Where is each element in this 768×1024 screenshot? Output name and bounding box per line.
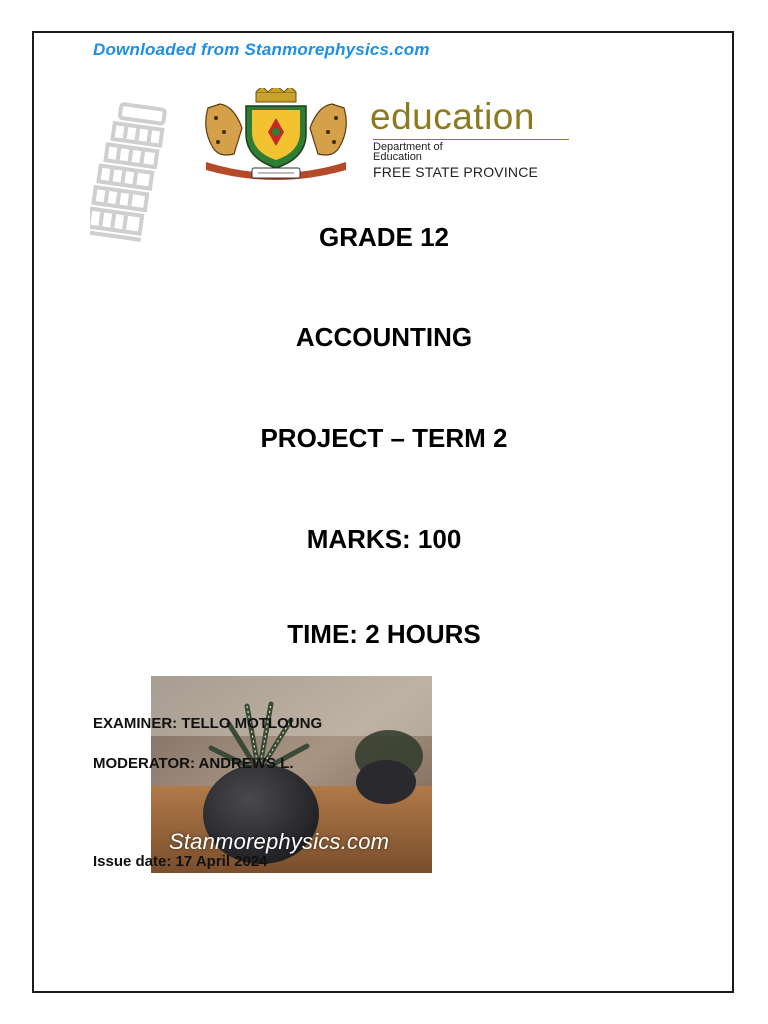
- education-logo-word: education: [370, 96, 535, 137]
- cover-photo: [151, 676, 432, 873]
- marks-heading: MARKS: 100: [306, 524, 462, 554]
- department-name: Department of Education: [373, 141, 443, 163]
- photo-watermark: Stanmorephysics.com: [169, 829, 390, 854]
- examiner-line: EXAMINER: TELLO MOTLOUNG: [93, 715, 323, 732]
- time-heading: TIME: 2 HOURS: [287, 619, 481, 649]
- grade-heading: GRADE 12: [318, 222, 450, 252]
- issue-date-line: Issue date: 17 April 2024: [93, 853, 268, 870]
- subject-heading: ACCOUNTING: [295, 322, 473, 352]
- coat-of-arms-icon: [198, 88, 354, 184]
- project-heading: PROJECT – TERM 2: [260, 423, 508, 453]
- logo-divider: [373, 139, 569, 140]
- download-banner[interactable]: Downloaded from Stanmorephysics.com: [93, 40, 430, 59]
- moderator-line: MODERATOR: ANDREWS L.: [93, 755, 294, 772]
- province-name: FREE STATE PROVINCE: [373, 164, 539, 180]
